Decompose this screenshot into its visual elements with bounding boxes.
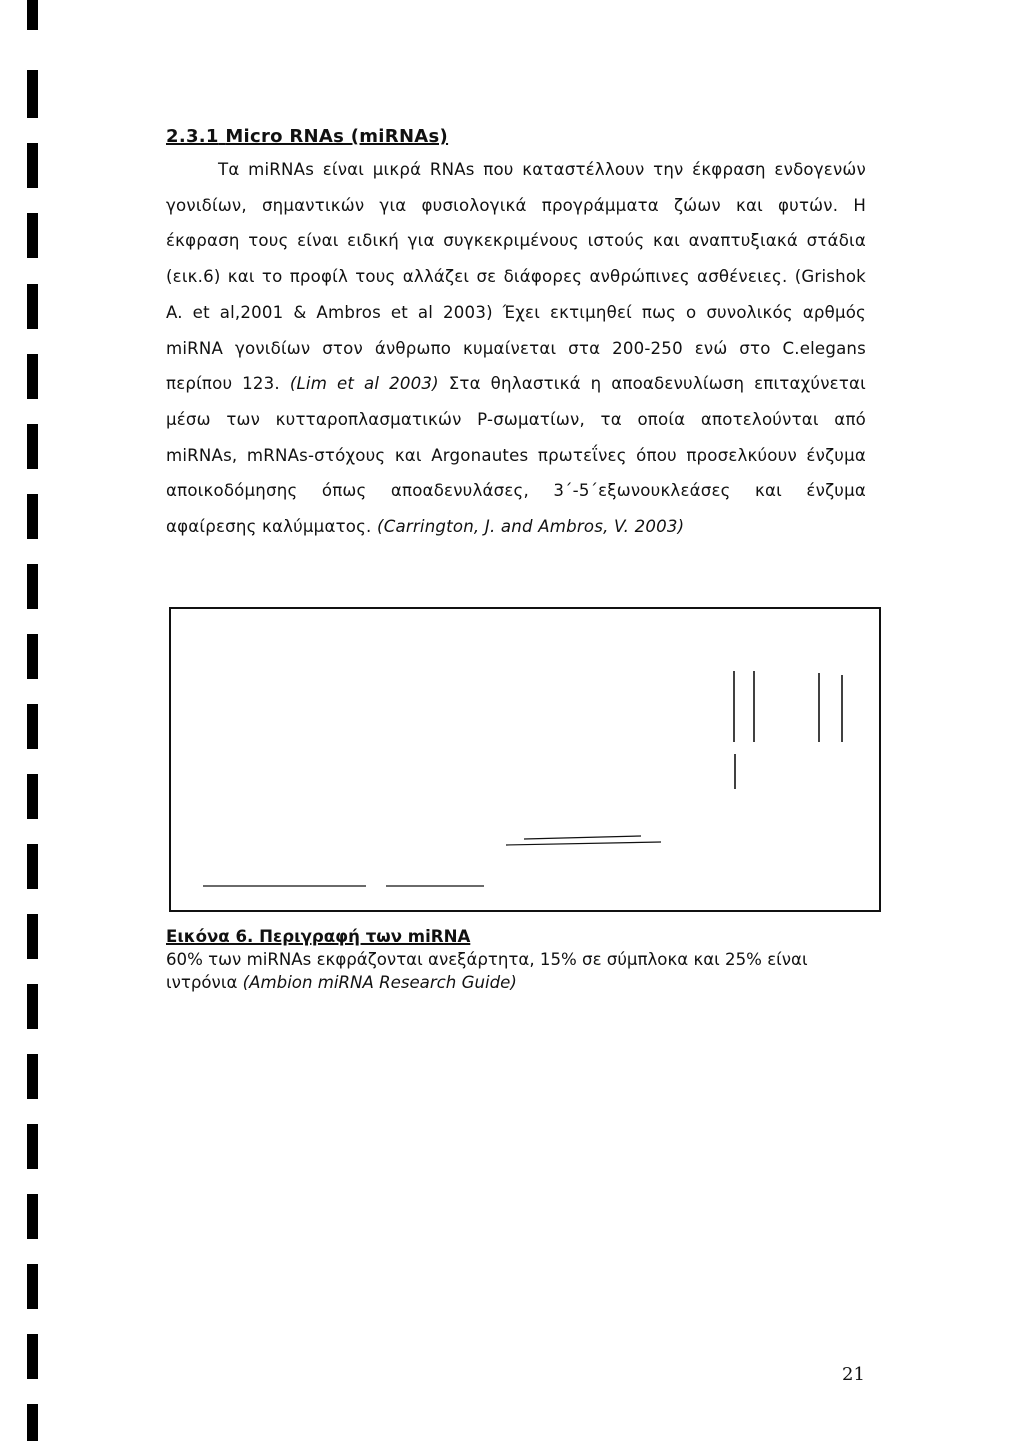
edge-mark: [27, 1404, 38, 1441]
figure-frame: [169, 607, 881, 912]
edge-mark: [27, 984, 38, 1029]
body-text-part2: Στα θηλαστικά η αποαδενυλίωση επιταχύνεται μέσω των κυτταροπλασματικών P-σωματίων, τα οποία αποτελούνται από miRNAs, mRNAs-στόχους και Argonautes πρωτεΐνες όπου προσελκύουν ένζυμα αποικοδόμησης όπως αποαδενυλάσες, 3΄-5΄εξωνουκλεάσες και ένζυμα αφαίρεσης καλύμματος.: [166, 374, 866, 537]
caption-text: 60% των miRNAs εκφράζονται ανεξάρτητα, 15% σε σύμπλοκα και 25% είναι ιντρόνια: [166, 950, 808, 992]
edge-mark: [27, 1124, 38, 1169]
section-heading: [166, 126, 448, 147]
edge-mark: [27, 1334, 38, 1379]
edge-mark: [27, 354, 38, 399]
edge-mark: [27, 0, 38, 30]
edge-mark: [27, 1054, 38, 1099]
edge-mark: [27, 284, 38, 329]
figure-mark: [524, 836, 641, 839]
edge-mark: [27, 143, 38, 188]
caption-title: Εικόνα 6. Περιγραφή των miRNA: [166, 927, 471, 946]
figure-mark: [506, 842, 661, 845]
page-number: 21: [842, 1364, 865, 1385]
caption-source: (Ambion miRNA Research Guide): [242, 973, 517, 992]
figure-placeholder-marks: [171, 609, 883, 914]
body-text-part1: Τα miRNAs είναι μικρά RNAs που καταστέλλουν την έκφραση ενδογενών γονιδίων, σημαντικών για φυσιολογικά προγράμματα ζώων και φυτών. Η έκφραση τους είναι ειδική για συγκεκριμένους ιστούς και αναπτυξιακά στάδια (εικ.6) και το προφίλ τους αλλάζει σε διάφορες ανθρώπινες ασθένειες. (Grishok A. et al,2001 & Ambros et al 2003) Έχει εκτιμηθεί πως ο συνολικός αρθμός miRNA γονιδίων στον άνθρωπο κυμαίνεται στα 200-250 ενώ στο C.elegans περίπου 123.: [166, 160, 866, 394]
edge-mark: [27, 1264, 38, 1309]
edge-mark: [27, 213, 38, 258]
edge-mark: [27, 914, 38, 959]
edge-mark: [27, 844, 38, 889]
edge-mark: [27, 494, 38, 539]
edge-mark: [27, 424, 38, 469]
edge-mark: [27, 704, 38, 749]
edge-mark: [27, 70, 38, 118]
edge-mark: [27, 774, 38, 819]
citation-carrington: (Carrington, J. and Ambros, V. 2003): [377, 517, 685, 537]
edge-mark: [27, 634, 38, 679]
section-number: 2.3.1: [166, 126, 219, 147]
citation-lim: (Lim et al 2003): [289, 374, 439, 394]
figure-caption: [166, 925, 866, 994]
edge-mark: [27, 1194, 38, 1239]
edge-mark: [27, 564, 38, 609]
section-title: Micro RNAs (miRNAs): [225, 126, 449, 147]
body-paragraph: [166, 152, 866, 545]
